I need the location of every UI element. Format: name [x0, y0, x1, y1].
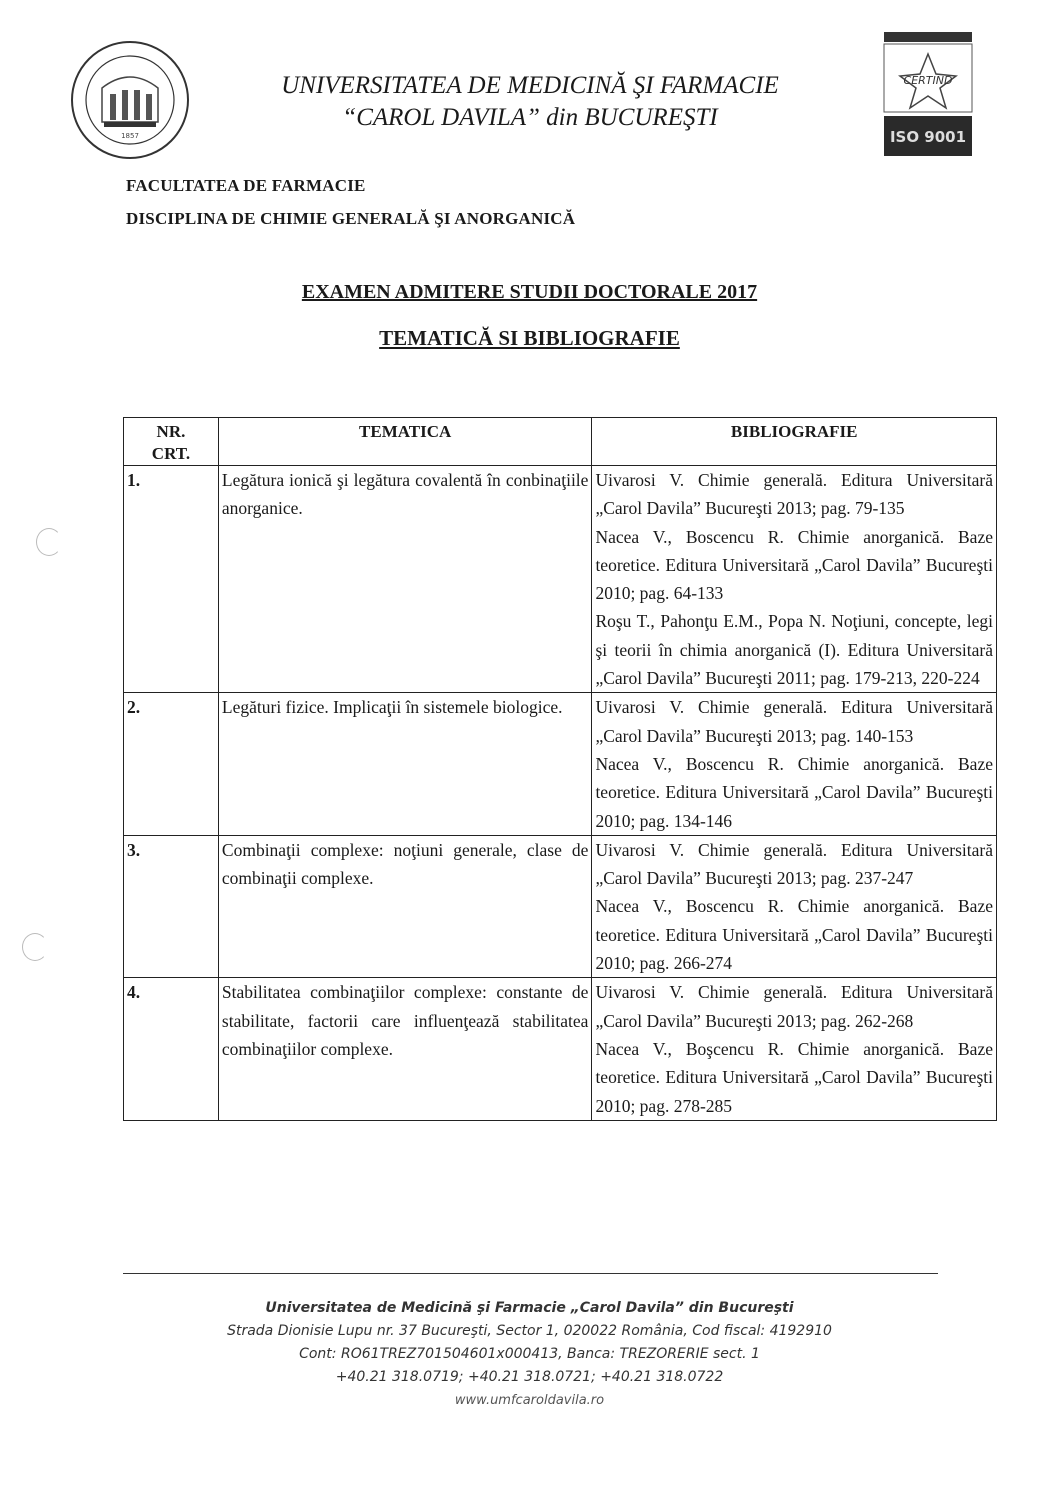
row-topic: Stabilitatea combinaţiilor complexe: constante de stabilitate, factorii care influenţează stabilitatea combinaţiilor complexe. — [218, 978, 592, 1120]
punch-hole-mark — [36, 528, 62, 556]
bibliography-entry: Uivarosi V. Chimie generală. Editura Universitară „Carol Davila” Bucureşti 2013; pag. 262-268 — [595, 982, 993, 1031]
bibliography-entry: Roşu T., Pahonţu E.M., Popa N. Noţiuni, concepte, legi şi teorii în chimia anorganică (I). Editura Universitară „Carol Davila” Bucureşti 2011; pag. 179-213, 220-224 — [595, 611, 993, 689]
row-topic: Legătura ionică şi legătura covalentă în conbinaţiile anorganice. — [218, 466, 592, 693]
table-row — [124, 693, 997, 835]
bibliography-entry: Nacea V., Boscencu R. Chimie anorganică. Baze teoretice. Editura Universitară „Carol Davila” Bucureşti 2010; pag. 64-133 — [595, 526, 993, 604]
bibliography-entry: Nacea V., Boscencu R. Chimie anorganică. Baze teoretice. Editura Universitară „Carol Davila” Bucureşti 2010; pag. 134-146 — [595, 753, 993, 831]
footer-website: www.umfcaroldavila.ro — [454, 1393, 605, 1408]
discipline-name: DISCIPLINA DE CHIMIE GENERALĂ ŞI ANORGANICĂ — [126, 209, 576, 228]
row-bibliography — [592, 978, 997, 1120]
bibliography-entry: Uivarosi V. Chimie generală. Editura Universitară „Carol Davila” Bucureşti 2013; pag. 79-135 — [595, 470, 993, 519]
row-topic: Combinaţii complexe: noţiuni generale, clase de combinaţii complexe. — [218, 835, 592, 977]
table-row — [124, 978, 997, 1120]
exam-title: EXAMEN ADMITERE STUDII DOCTORALE 2017 — [301, 281, 758, 303]
university-title — [210, 70, 850, 134]
footer-address: Strada Dionisie Lupu nr. 37 Bucureşti, Sector 1, 020022 România, Cod fiscal: 4192910 — [227, 1323, 832, 1339]
table-row — [124, 835, 997, 977]
bibliography-entry: Uivarosi V. Chimie generală. Editura Universitară „Carol Davila” Bucureşti 2013; pag. 237-247 — [595, 839, 993, 889]
footer-institution: Universitatea de Medicină şi Farmacie „Carol Davila” din Bucureşti — [265, 1300, 794, 1316]
row-bibliography — [592, 693, 997, 835]
row-number: 3. — [124, 835, 219, 977]
column-header-bibliografie: BIBLIOGRAFIE — [592, 418, 997, 466]
svg-text:ISO 9001: ISO 9001 — [889, 128, 967, 146]
table-header-row — [124, 418, 997, 466]
row-bibliography — [592, 466, 997, 693]
bibliography-entry: Nacea V., Boscencu R. Chimie anorganică. Baze teoretice. Editura Universitară „Carol Davila” Bucureşti 2010; pag. 266-274 — [595, 896, 993, 974]
iso-certification-logo — [882, 30, 974, 160]
column-header-tematica: TEMATICA — [218, 418, 592, 466]
bibliography-entry: Nacea V., Boşcencu R. Chimie anorganică. Baze teoretice. Editura Universitară „Carol Davila” Bucureşti 2010; pag. 278-285 — [595, 1038, 993, 1116]
page-footer — [0, 1297, 1059, 1412]
topics-table — [123, 417, 997, 1121]
footer-divider — [123, 1273, 938, 1274]
svg-text:1857: 1857 — [121, 132, 139, 140]
bibliography-entry: Uivarosi V. Chimie generală. Editura Universitară „Carol Davila” Bucureşti 2013; pag. 140-153 — [595, 697, 993, 746]
row-bibliography — [592, 835, 997, 977]
exam-subtitle: TEMATICĂ SI BIBLIOGRAFIE — [379, 326, 680, 350]
row-number: 2. — [124, 693, 219, 835]
faculty-name: FACULTATEA DE FARMACIE — [126, 176, 366, 195]
row-number: 4. — [124, 978, 219, 1120]
svg-text:CERTIND: CERTIND — [903, 74, 953, 87]
footer-phones: +40.21 318.0719; +40.21 318.0721; +40.21 318.0722 — [335, 1369, 724, 1385]
column-header-nr: NR. CRT. — [124, 418, 219, 466]
university-seal-logo — [68, 38, 192, 162]
punch-hole-mark — [22, 933, 48, 961]
university-title-line1: UNIVERSITATEA DE MEDICINĂ ŞI FARMACIE — [281, 72, 779, 99]
faculty-block — [126, 169, 575, 235]
university-title-line2: “CAROL DAVILA” din BUCUREŞTI — [342, 104, 718, 131]
row-number: 1. — [124, 466, 219, 693]
table-row — [124, 466, 997, 693]
row-topic: Legături fizice. Implicaţii în sistemele biologice. — [218, 693, 592, 835]
footer-bank-account: Cont: RO61TREZ701504601x000413, Banca: TREZORERIE sect. 1 — [299, 1346, 760, 1362]
